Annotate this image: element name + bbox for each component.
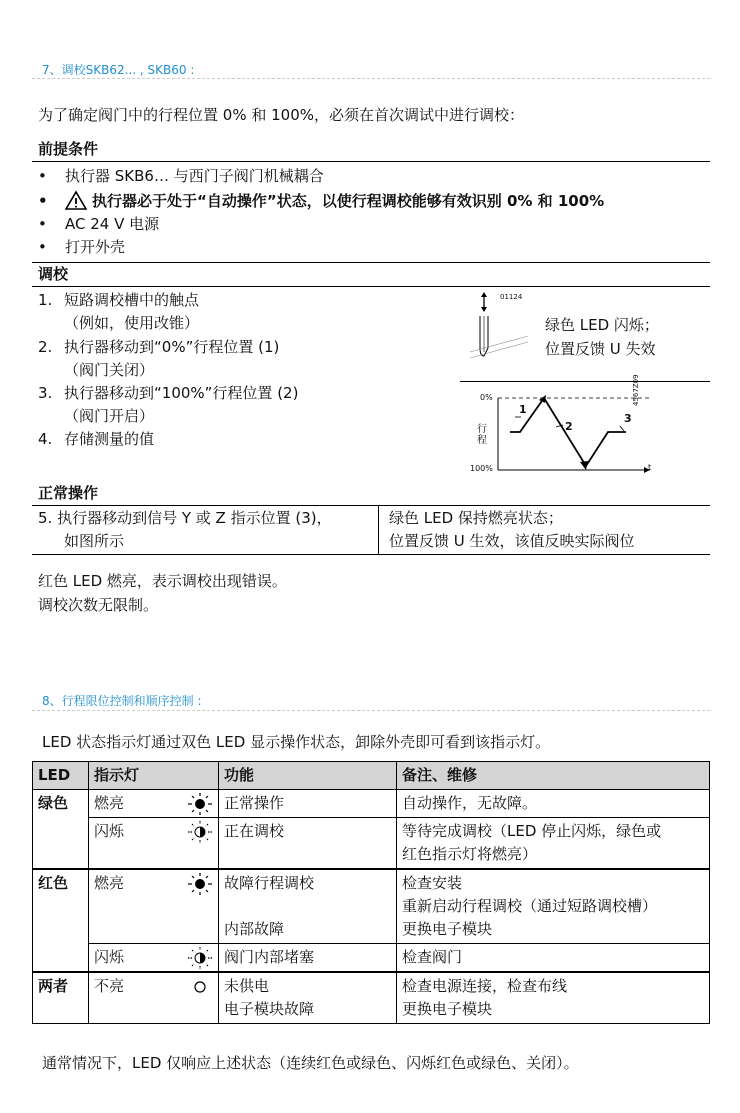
figure-note-line2: 位置反馈 U 失效 [545, 340, 656, 358]
led-status-table [32, 761, 710, 1024]
note-cell: 检查安装 重新启动行程调校（通过短路调校槽） 更换电子模块 [397, 869, 710, 944]
x-axis-label: t [648, 463, 652, 472]
header-led: LED [33, 762, 89, 790]
normal-divider [378, 505, 379, 554]
note-cell: 检查电源连接，检查布线 更换电子模块 [397, 972, 710, 1024]
step-sub: （例如，使用改锥） [64, 314, 200, 332]
calib-top-rule [32, 262, 710, 263]
warning-icon [65, 190, 87, 210]
y-bottom-label: 100% [470, 464, 493, 473]
normal-left-line2: 如图所示 [64, 532, 125, 550]
table-header [33, 762, 710, 790]
table-row [33, 790, 710, 818]
note-cell: 自动操作，无故障。 [397, 790, 710, 818]
tail-line2: 调校次数无限制。 [38, 596, 159, 614]
prereq-item: • AC 24 V 电源 [38, 215, 160, 233]
normal-heading: 正常操作 [38, 484, 99, 502]
led-on-icon [187, 873, 213, 895]
section7-title: 7、调校SKB62... , SKB60 : [42, 63, 195, 77]
led-off-icon [187, 976, 213, 998]
header-note: 备注、维修 [397, 762, 710, 790]
state-cell: 闪烁 [89, 944, 219, 973]
led-blink-icon [187, 947, 213, 969]
led-color-cell: 两者 [33, 972, 89, 1024]
step-item: 3. 执行器移动到“100%”行程位置 (2) [38, 384, 299, 402]
calib-heading: 调校 [38, 265, 69, 283]
function-cell: 阀门内部堵塞 [219, 944, 397, 973]
marker-1: 1 [519, 403, 527, 416]
table-row [33, 944, 710, 973]
calib-rule [32, 286, 710, 287]
prereq-rule [32, 161, 710, 162]
function-cell: 正常操作 [219, 790, 397, 818]
section8-divider [32, 710, 710, 711]
step-item: 2. 执行器移动到“0%”行程位置 (1) [38, 338, 280, 356]
step-item: 4. 存储测量的值 [38, 430, 155, 448]
prereq-heading: 前提条件 [38, 140, 99, 158]
figure-separator [460, 381, 710, 382]
step-sub: （阀门关闭） [64, 361, 155, 379]
step-sub: （阀门开启） [64, 407, 155, 425]
table-row [33, 972, 710, 1024]
section8-footer: 通常情况下，LED 仅响应上述状态（连续红色或绿色、闪烁红色或绿色、关闭）。 [42, 1054, 579, 1072]
function-cell: 故障行程调校 内部故障 [219, 869, 397, 944]
figure-code-side: 4567Z09 [632, 374, 640, 406]
table-row [33, 869, 710, 944]
figure-note-line1: 绿色 LED 闪烁； [545, 316, 659, 334]
section7-divider [32, 78, 710, 79]
led-on-icon [187, 793, 213, 815]
normal-bottom-rule [32, 554, 710, 555]
marker-3: 3 [624, 412, 632, 425]
section7-intro: 为了确定阀门中的行程位置 0% 和 100%，必须在首次调试中进行调校： [38, 106, 524, 124]
prereq-item: • 执行器 SKB6… 与西门子阀门机械耦合 [38, 167, 324, 185]
function-cell: 正在调校 [219, 818, 397, 870]
led-color-cell: 红色 [33, 869, 89, 972]
state-cell: 闪烁 [89, 818, 219, 870]
state-cell: 不亮 [89, 972, 219, 1024]
tail-line1: 红色 LED 燃亮，表示调校出现错误。 [38, 572, 287, 590]
step-item: 1. 短路调校槽中的触点 [38, 291, 200, 309]
function-cell: 未供电 电子模块故障 [219, 972, 397, 1024]
header-function: 功能 [219, 762, 397, 790]
led-blink-icon [187, 821, 213, 843]
normal-right-line2: 位置反馈 U 生效，该值反映实际阀位 [389, 532, 635, 550]
y-axis-label: 行程 [477, 424, 487, 446]
state-cell: 燃亮 [89, 869, 219, 944]
normal-right-line1: 绿色 LED 保持燃亮状态； [389, 509, 563, 527]
prereq-item: • 打开外壳 [38, 238, 126, 256]
normal-left-line1: 5. 执行器移动到信号 Y 或 Z 指示位置 (3)， [38, 509, 332, 527]
state-cell: 燃亮 [89, 790, 219, 818]
marker-2: 2 [565, 420, 573, 433]
figure-code-top: 01124 [500, 293, 523, 301]
table-row [33, 818, 710, 870]
normal-top-rule [32, 505, 710, 506]
note-cell: 检查阀门 [397, 944, 710, 973]
led-color-cell: 绿色 [33, 790, 89, 870]
section8-title: 8、行程限位控制和顺序控制 : [42, 694, 202, 708]
y-top-label: 0% [480, 393, 493, 402]
note-cell: 等待完成调校（LED 停止闪烁，绿色或 红色指示灯将燃亮） [397, 818, 710, 870]
section8-intro: LED 状态指示灯通过双色 LED 显示操作状态，卸除外壳即可看到该指示灯。 [42, 733, 551, 751]
prereq-item: • 执行器必于处于“自动操作”状态，以使行程调校能够有效识别 0% 和 100% [38, 192, 605, 210]
header-indicator: 指示灯 [89, 762, 219, 790]
